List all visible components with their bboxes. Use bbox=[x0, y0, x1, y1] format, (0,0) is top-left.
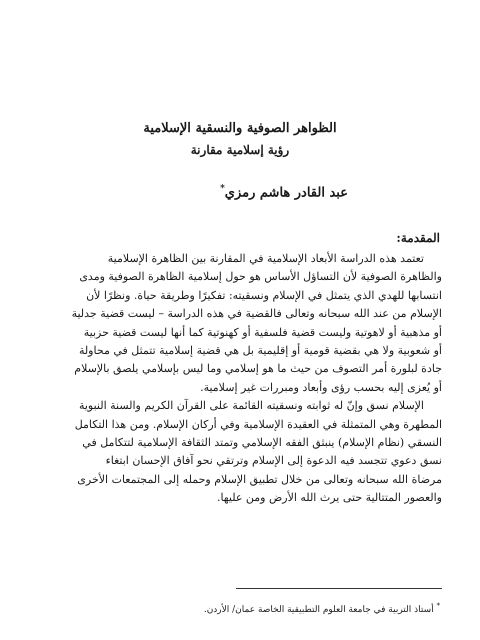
author-name bbox=[220, 181, 348, 201]
document-subtitle: رؤية إسلامية مقارنة bbox=[190, 143, 290, 157]
paragraph-1-line: تعتمد هذه الدراسة الأبعاد الإسلامية في المقارنة بين الظاهرة الإسلامية bbox=[107, 252, 424, 265]
paragraph-1-line: الإسلام من عند الله سبحانه وتعالى فالقضية في هذه الدراسة – ليست قضية جدلية bbox=[71, 307, 442, 321]
paragraph-2-line: نسق دعوي تتجسد فيه الدعوة إلى الإسلام وترتقي نحو آفاق الإحسان ابتغاء bbox=[105, 454, 442, 468]
section-heading: المقدمة: bbox=[396, 231, 440, 245]
paragraph-1-line: انتسابها للهدي الذي يتمثل في الإسلام ونسقيته: تفكيرًا وطريقة حياة. ونظرًا لأن bbox=[86, 288, 442, 302]
footnote-marker: * bbox=[436, 602, 440, 610]
paragraph-1-line: جادة لبلورة أمر التصوف من حيث ما هو إسلامي وما ليس بإسلامي يلصق بالإسلام bbox=[74, 362, 442, 376]
author-footnote-marker: * bbox=[220, 184, 225, 194]
paragraph-2-line: والعصور المتتالية حتى يرث الله الأرض ومن عليها. bbox=[216, 491, 442, 505]
footnote-divider bbox=[236, 588, 442, 589]
document-title: الظواهر الصوفية والنسقية الإسلامية bbox=[143, 121, 337, 136]
paragraph-1-line: أو مذهبية أو لاهوتية وليست قضية فلسفية أو كهنوتية كما أنها ليست قضية حزبية bbox=[83, 325, 442, 339]
author-text: عبد القادر هاشم رمزي bbox=[224, 185, 348, 201]
paragraph-2-line: مرضاة الله سبحانه وتعالى من خلال تطبيق الإسلام وحمله إلى المجتمعات الأخرى bbox=[77, 472, 442, 486]
body-text bbox=[40, 250, 442, 508]
paragraph-2-line: النسقي (نظام الإسلام) ينبثق الفقه الإسلامي وتمتد الثقافة الإسلامية لتتكامل في bbox=[82, 436, 442, 450]
paragraph-2-line: الإسلام نسق وإنّ له ثوابته ونسقيته القائمة على القرآن الكريم والسنة النبوية bbox=[78, 399, 424, 413]
paragraph-2-line: المطهرة وهي المتمثلة في العقيدة الإسلامية وفي أركان الإسلام. ومن هذا التكامل bbox=[74, 417, 442, 431]
paragraph-1-line: والظاهرة الصوفية لأن التساؤل الأساس هو حول إسلامية الظاهرة الصوفية ومدى bbox=[79, 270, 442, 284]
footnote bbox=[204, 600, 440, 616]
paragraph-1-line: أو شعوبية ولا هي بقضية قومية أو إقليمية بل هي قضية إسلامية تتمثل في محاولة bbox=[78, 344, 442, 358]
paragraph-1-line: أو يُعزى إليه بحسب رؤى وأبعاد ومبررات غير إسلامية. bbox=[200, 380, 442, 394]
footnote-text: أستاذ التربية في جامعة العلوم التطبيقية الخاصة عمان/ الأردن. bbox=[203, 605, 434, 615]
